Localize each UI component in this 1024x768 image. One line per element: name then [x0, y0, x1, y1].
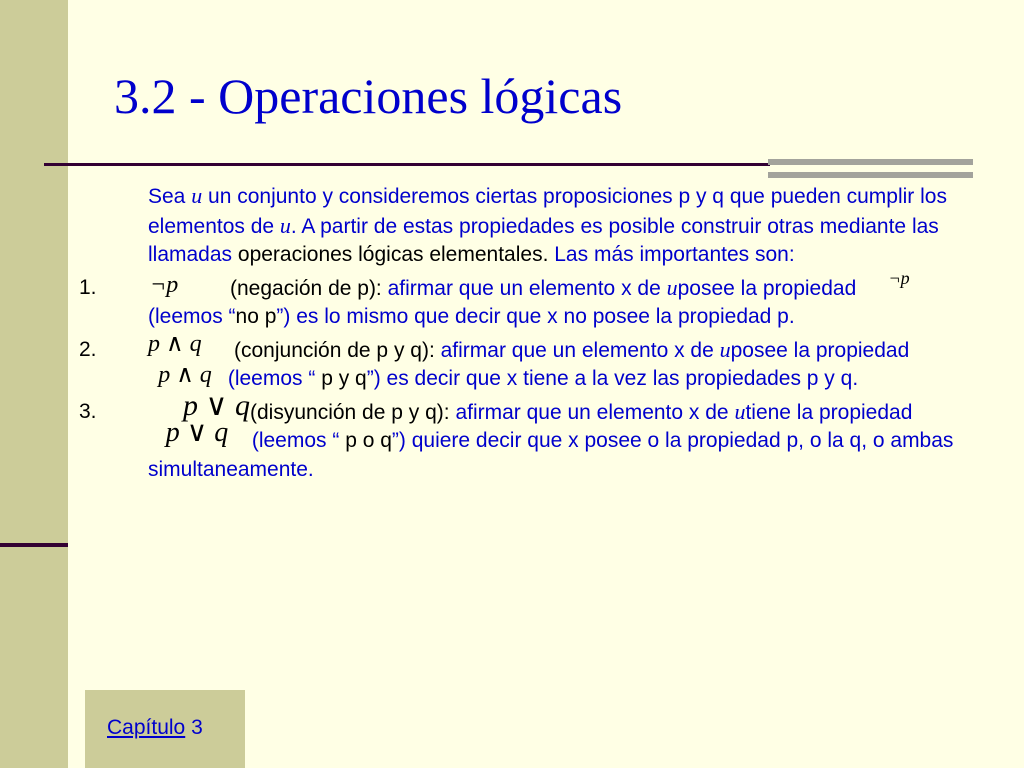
definition-text-3: (leemos “	[148, 305, 236, 328]
reading-text: no p	[235, 305, 277, 328]
title-divider-accent-top	[768, 159, 973, 165]
list-number: 1.	[79, 275, 97, 299]
title-divider	[44, 163, 770, 166]
operation-name: (negación de p):	[230, 276, 388, 300]
list-item-negation	[79, 267, 980, 332]
title-divider-accent-bottom	[768, 172, 973, 178]
definition-text-4: ”) es decir que x tiene a la vez las propiedades p y q.	[366, 367, 859, 390]
operation-name: (conjunción de p y q):	[234, 338, 441, 362]
intro-period: .	[542, 243, 549, 266]
chapter-link[interactable]: Capítulo	[107, 716, 186, 739]
slide-title: 3.2 - Operaciones lógicas	[114, 68, 623, 124]
definition-text-4: ”) es lo mismo que decir que x no posee la propiedad p.	[276, 305, 795, 328]
definition-text-2: posee la propiedad	[730, 338, 910, 362]
definition-text-4: ”) quiere decir que x posee o la propiedad p, o la q, o ambas simultaneamente.	[148, 429, 954, 481]
definition-text-1: afirmar que un elemento x de	[387, 276, 667, 300]
reading-text: p y q	[321, 367, 367, 390]
left-bar-marker	[0, 543, 68, 547]
list-item-disjunction	[79, 388, 980, 485]
disjunction-formula: p ∨ q	[183, 388, 250, 422]
reading-text: p o q	[345, 429, 392, 452]
footer-box	[85, 690, 245, 768]
operation-name: (disyunción de p y q):	[250, 400, 456, 424]
chapter-number: 3	[191, 716, 203, 739]
intro-paragraph	[148, 182, 980, 270]
intro-text-1: Sea	[148, 185, 192, 208]
definition-text-2: posee la propiedad	[677, 276, 863, 300]
slide-body	[0, 182, 1000, 484]
intro-text-3: . A partir de estas propiedades es posible construir otras mediante las llamadas	[148, 214, 939, 266]
definition-text-3: (leemos “	[222, 367, 322, 390]
list-number: 2.	[79, 337, 97, 361]
intro-text-6: Las más importantes son:	[548, 243, 795, 266]
conjunction-formula: p ∧ q	[148, 330, 202, 357]
list-item-conjunction	[79, 330, 980, 394]
universe-symbol: u	[191, 183, 203, 208]
conjunction-formula: p ∧ q	[158, 362, 212, 388]
universe-symbol: u	[666, 274, 678, 300]
definition-text-1: afirmar que un elemento x de	[440, 338, 720, 362]
definition-text-3: (leemos “	[246, 429, 346, 452]
negation-formula: ¬p	[888, 267, 910, 288]
definition-text-2: tiene la propiedad	[745, 400, 913, 424]
universe-symbol: u	[719, 336, 731, 362]
negation-formula: ¬p	[150, 271, 179, 298]
universe-symbol: u	[279, 212, 291, 238]
intro-highlight: operaciones lógicas elementales	[237, 243, 543, 266]
list-number: 3.	[79, 399, 97, 423]
definition-text-1: afirmar que un elemento x de	[455, 400, 735, 424]
intro-text-2: un conjunto y consideremos ciertas proposiciones p y q que pueden cumplir los elementos de	[148, 185, 947, 238]
footer-chapter	[107, 716, 203, 740]
disjunction-formula: p ∨ q	[165, 417, 229, 448]
universe-symbol: u	[734, 398, 746, 424]
